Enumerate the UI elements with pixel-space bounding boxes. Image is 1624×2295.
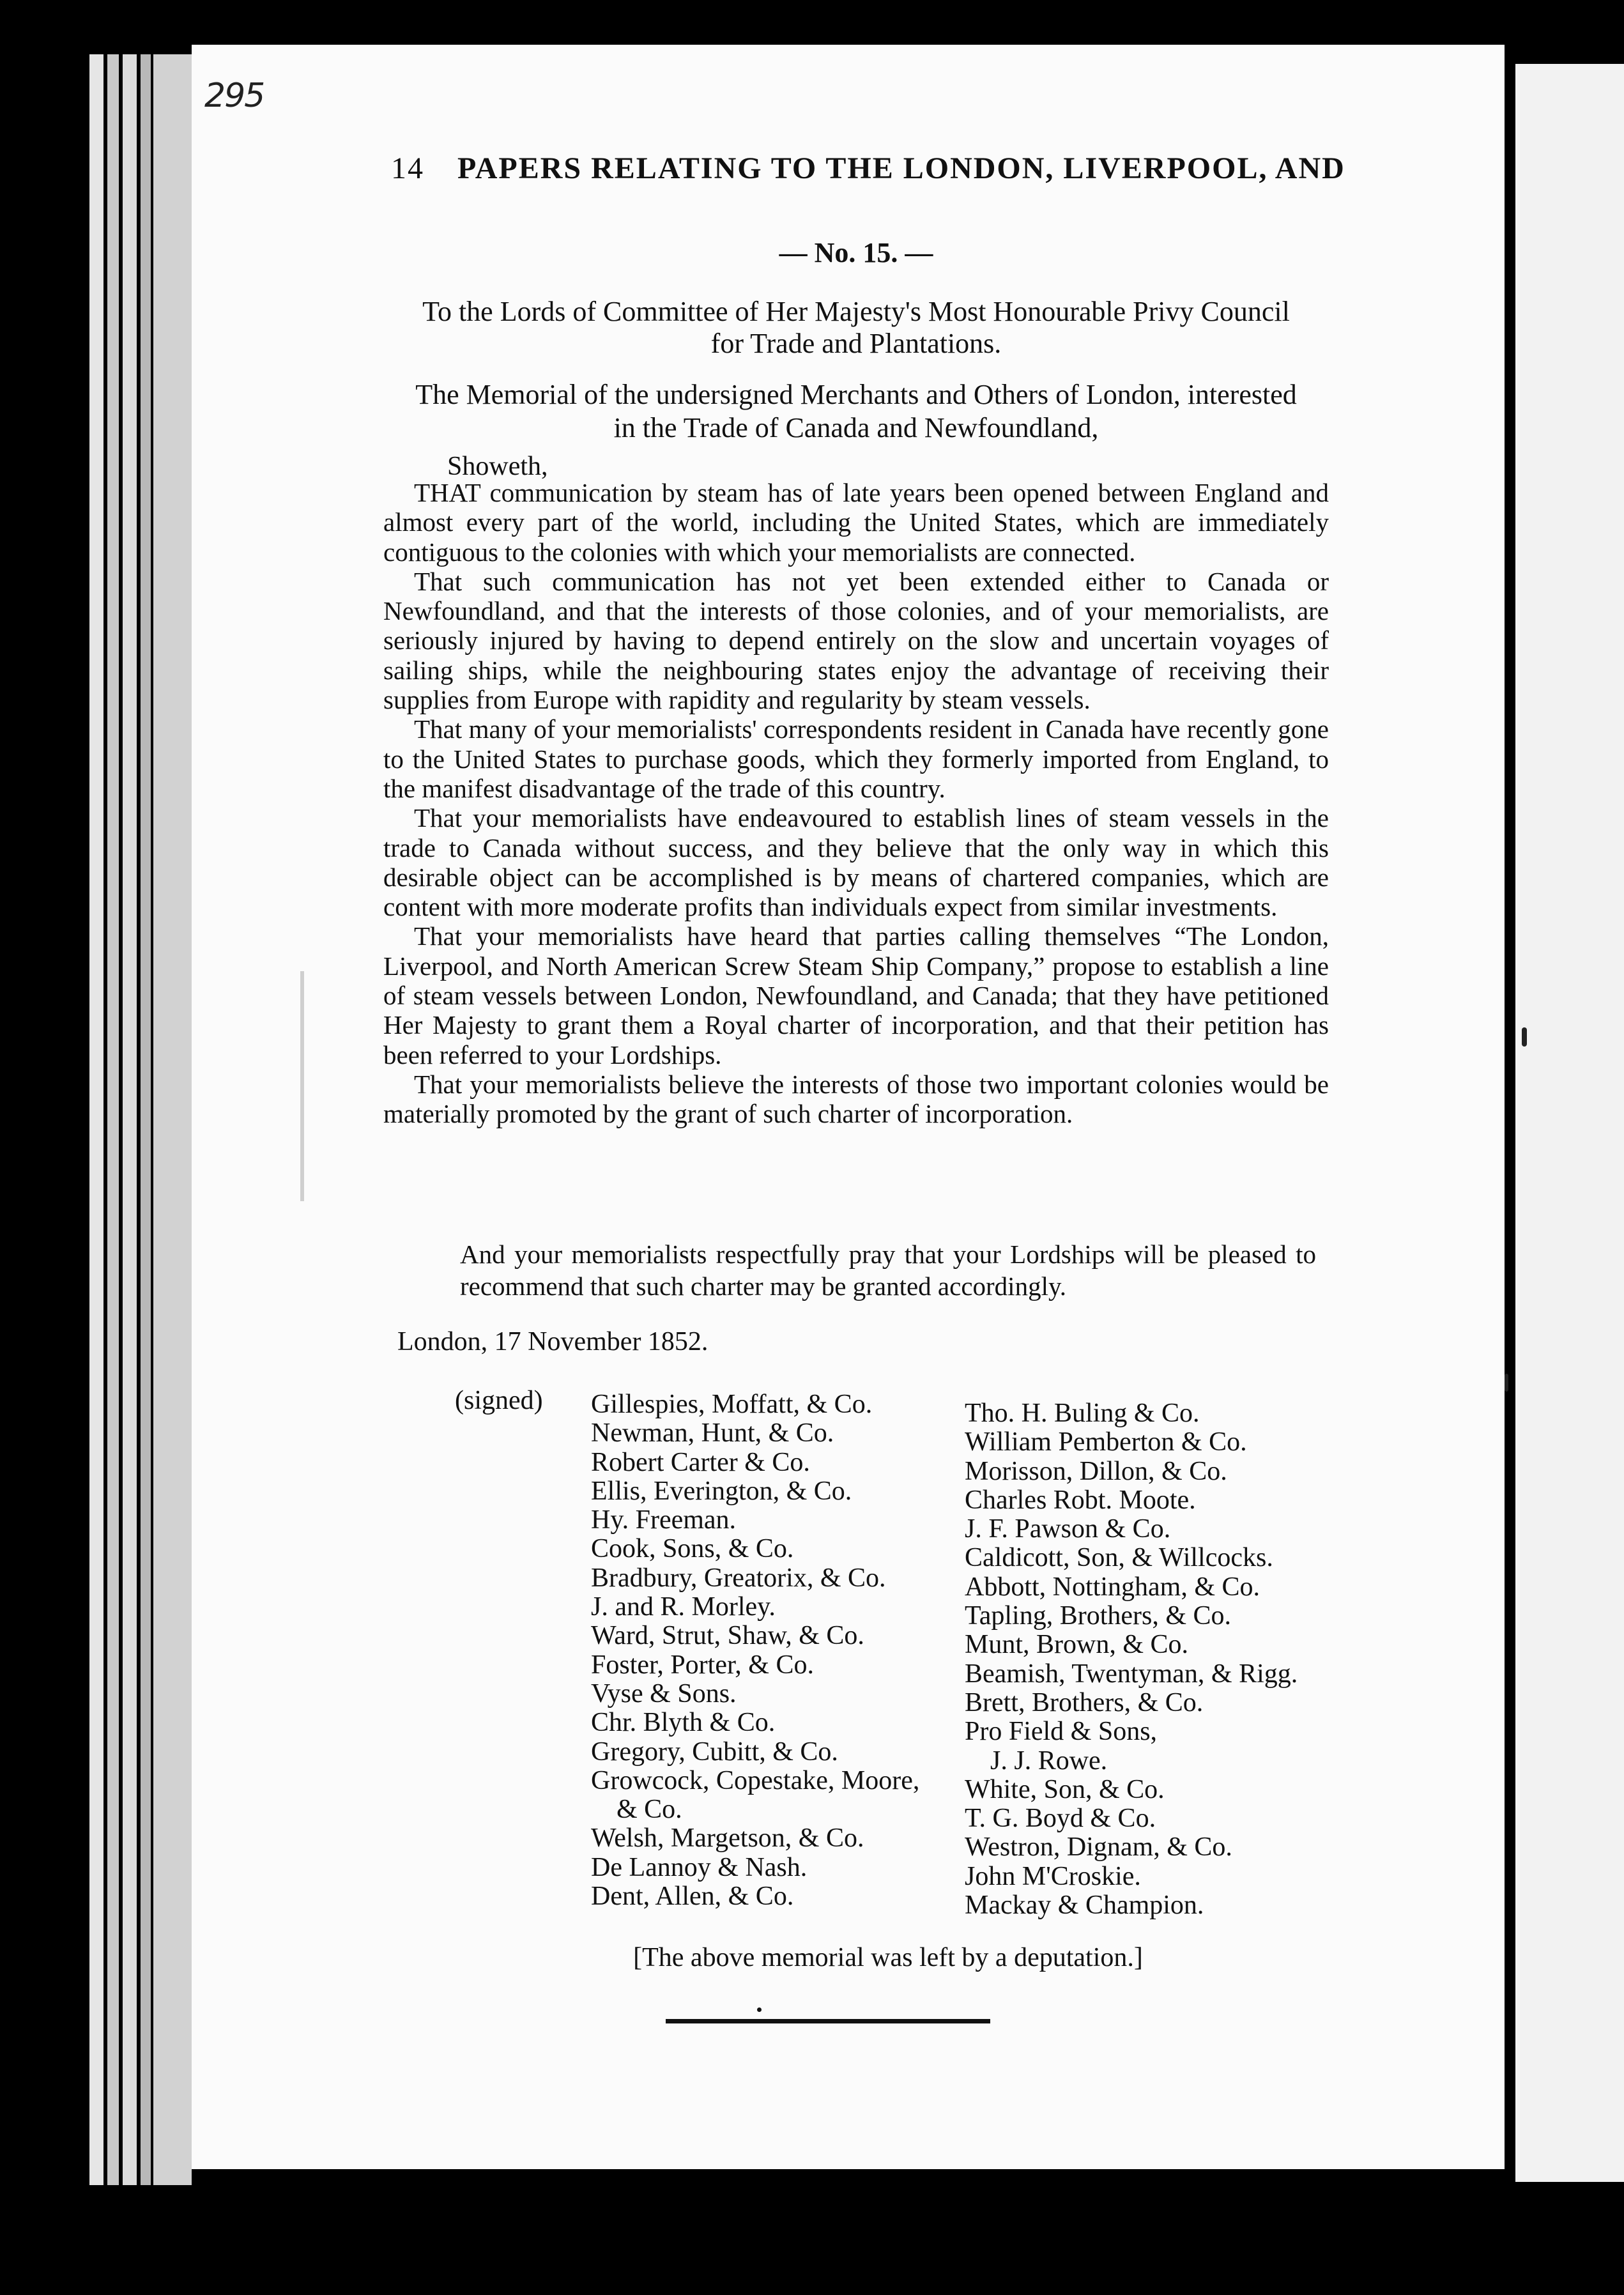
margin-mark <box>1522 1027 1527 1047</box>
signatory: Ellis, Everington, & Co. <box>591 1476 852 1506</box>
prayer: And your memorialists respectfully pray that your Lordships will be pleased to recommend that such charter may be granted accordingly. <box>460 1240 1316 1301</box>
date-line: London, 17 November 1852. <box>397 1327 709 1356</box>
signatory: Chr. Blyth & Co. <box>591 1708 776 1738</box>
signatory: Gregory, Cubitt, & Co. <box>591 1737 838 1767</box>
closing-rule <box>666 2019 990 2023</box>
signatory: Tapling, Brothers, & Co. <box>965 1601 1232 1631</box>
footer-note: [The above memorial was left by a deputation.] <box>633 1943 1143 1972</box>
signatory: Beamish, Twentyman, & Rigg. <box>965 1659 1298 1689</box>
signatory: Pro Field & Sons, <box>965 1717 1158 1747</box>
signatory: J. J. Rowe. <box>990 1746 1108 1776</box>
signatory: Dent, Allen, & Co. <box>591 1882 794 1912</box>
memorial-line-2: in the Trade of Canada and Newfoundland, <box>613 412 1099 443</box>
signatory: White, Son, & Co. <box>965 1774 1165 1804</box>
signatory: J. F. Pawson & Co. <box>965 1514 1171 1544</box>
rule-dot <box>757 2007 762 2012</box>
signatory: Abbott, Nottingham, & Co. <box>965 1572 1260 1602</box>
signatory: Caldicott, Son, & Willcocks. <box>965 1543 1273 1573</box>
signatory: Cook, Sons, & Co. <box>591 1534 794 1564</box>
signatory: Robert Carter & Co. <box>591 1447 810 1477</box>
memorial-line-1: The Memorial of the undersigned Merchants and Others of London, interested <box>415 379 1297 410</box>
paragraph: That your memorialists believe the interests of those two important colonies would be materially promoted by the grant of such charter of incorporation. <box>383 1069 1329 1129</box>
signatory: Westron, Dignam, & Co. <box>965 1832 1232 1862</box>
signatory: Growcock, Copestake, Moore, <box>591 1765 920 1795</box>
paragraph: That such communication has not yet been extended either to Canada or Newfoundland, and that the interests of those colonies, and of your memorialists, are seriously injured by having to depend entirely on the slow and uncertain voyages of sailing ships, while the neighbouring states enjoy the advantage of receiving their supplies from Europe with rapidity and regularity by steam vessels. <box>383 566 1329 715</box>
signatory: John M'Croskie. <box>965 1861 1141 1891</box>
page-edges <box>89 54 192 2185</box>
signatory: Charles Robt. Moote. <box>965 1485 1196 1515</box>
memorial-body <box>383 478 1329 1129</box>
paragraph: That your memorialists have endeavoured to establish lines of steam vessels in the trade to Canada without success, and they believe that the only way in which this desirable object can be accomplished is by means of chartered companies, which are content with more moderate profits than individuals expect from similar investments. <box>383 803 1329 922</box>
signatory: T. G. Boyd & Co. <box>965 1804 1156 1834</box>
signatory: William Pemberton & Co. <box>965 1427 1247 1457</box>
signatory: Mackay & Champion. <box>965 1891 1204 1921</box>
header-title: PAPERS RELATING TO THE LONDON, LIVERPOOL, AND <box>457 151 1345 185</box>
page-number: 14 <box>391 151 424 185</box>
address-line-1: To the Lords of Committee of Her Majesty's Most Honourable Privy Council <box>422 296 1290 327</box>
paragraph: That many of your memorialists' correspondents resident in Canada have recently gone to the United States to purchase goods, which they formerly imported from England, to the manifest disadvantage of the trade of this country. <box>383 714 1329 803</box>
signatory: J. and R. Morley. <box>591 1592 776 1622</box>
showeth: Showeth, <box>447 452 548 481</box>
pencil-annotation: 295 <box>204 77 264 115</box>
signatories-left <box>591 1390 919 1911</box>
paragraph: That your memorialists have heard that parties calling themselves “The London, Liverpool, and North American Screw Steam Ship Company,” propose to establish a line of steam vessels between London, Newfoundland, and Canada; that they have petitioned Her Majesty to grant them a Royal charter of incorporation, and that their petition has been referred to your Lordships. <box>383 921 1329 1070</box>
document-number: — No. 15. — <box>779 237 933 268</box>
signatory: Vyse & Sons. <box>591 1678 737 1708</box>
paragraph: THAT communication by steam has of late years been opened between England and almost every part of the world, including the United States, which are immediately contiguous to the colonies with which your memorialists are connected. <box>383 478 1329 567</box>
signed-label: (signed) <box>455 1386 543 1415</box>
signatory: Foster, Porter, & Co. <box>591 1650 814 1680</box>
signatory: Morisson, Dillon, & Co. <box>965 1456 1227 1486</box>
signatories-right <box>965 1399 1298 1920</box>
signatory: Tho. H. Buling & Co. <box>965 1399 1200 1428</box>
signatory: De Lannoy & Nash. <box>591 1852 808 1882</box>
margin-mark <box>1505 1374 1508 1392</box>
margin-mark <box>300 971 304 1201</box>
facing-page-edge <box>1515 64 1624 2182</box>
signatory: Newman, Hunt, & Co. <box>591 1418 834 1448</box>
signatory: Munt, Brown, & Co. <box>965 1630 1189 1660</box>
running-header <box>391 151 1345 186</box>
signatory: Gillespies, Moffatt, & Co. <box>591 1390 873 1419</box>
address-line-2: for Trade and Plantations. <box>710 328 1002 359</box>
signatory: Welsh, Margetson, & Co. <box>591 1823 864 1854</box>
signatory: & Co. <box>617 1795 682 1825</box>
signatory: Ward, Strut, Shaw, & Co. <box>591 1621 864 1651</box>
signatory: Bradbury, Greatorix, & Co. <box>591 1563 886 1593</box>
signatory: Brett, Brothers, & Co. <box>965 1687 1204 1717</box>
signatory: Hy. Freeman. <box>591 1505 737 1535</box>
